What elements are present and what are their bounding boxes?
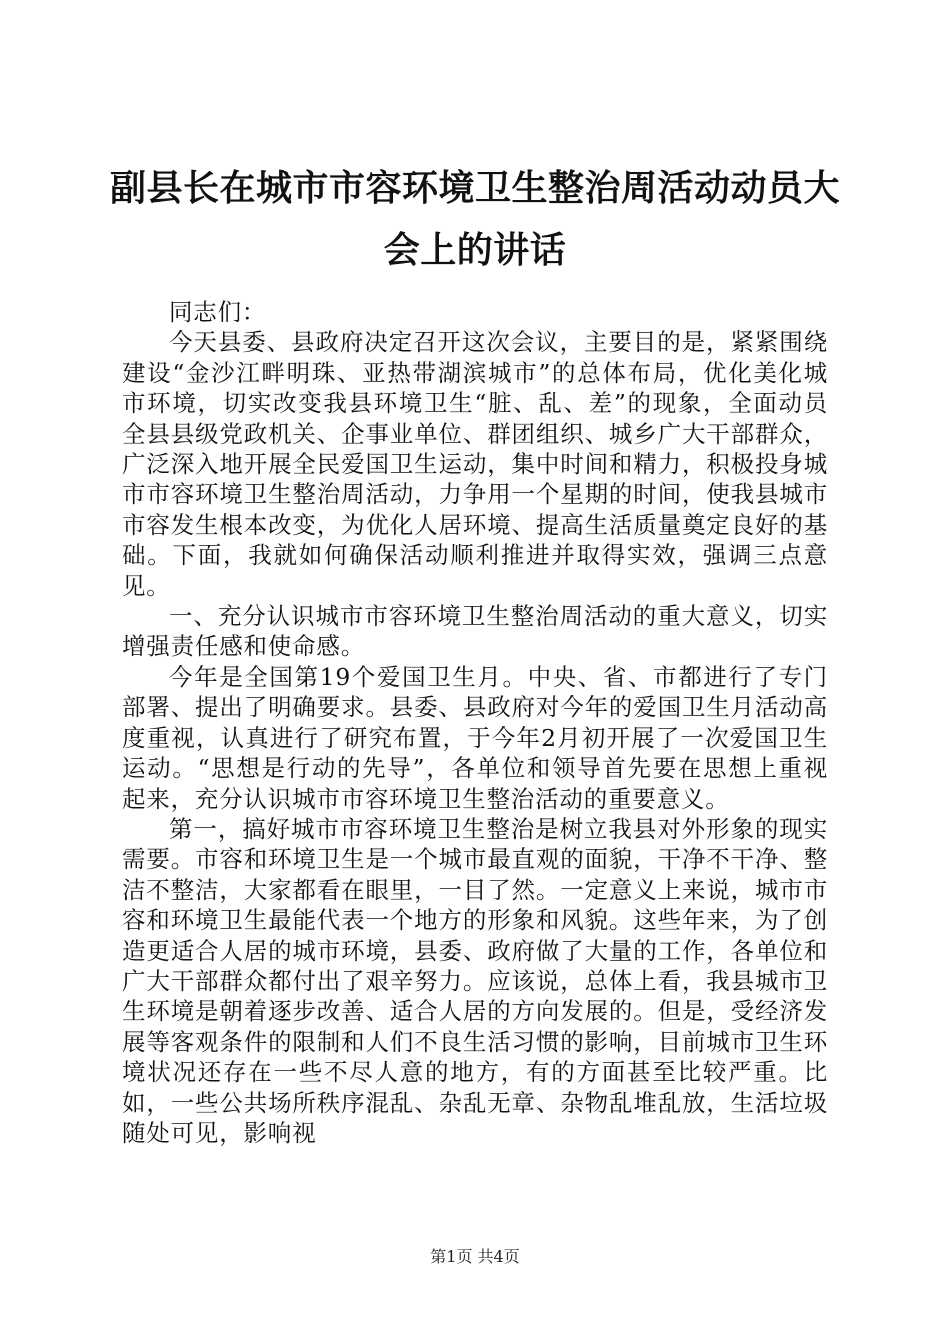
section-heading-1: 一、充分认识城市市容环境卫生整治周活动的重大意义，切实增强责任感和使命感。: [122, 602, 828, 661]
document-body: [122, 297, 828, 1148]
paragraph-patriotic-health-month: 今年是全国第19个爱国卫生月。中央、省、市都进行了专门部署、提出了明确要求。县委、县政府对今年的爱国卫生月活动高度重视，认真进行了研究布置，于今年2月初开展了一次爱国卫生运动。“思想是行动的先导”，各单位和领导首先要在思想上重视起来，充分认识城市市容环境卫生整治活动的重要意义。: [122, 662, 828, 813]
paragraph-intro: 今天县委、县政府决定召开这次会议，主要目的是，紧紧围绕建设“金沙江畔明珠、亚热带湖滨城市”的总体布局，优化美化城市环境，切实改变我县环境卫生“脏、乱、差”的现象，全面动员全县县级党政机关、企事业单位、群团组织、城乡广大干部群众，广泛深入地开展全民爱国卫生运动，集中时间和精力，积极投身城市市容环境卫生整治周活动，力争用一个星期的时间，使我县城市市容发生根本改变，为优化人居环境、提高生活质量奠定良好的基础。下面，我就如何确保活动顺利推进并取得实效，强调三点意见。: [122, 328, 828, 600]
salutation: 同志们：: [169, 298, 267, 326]
paragraph-first-point: 第一，搞好城市市容环境卫生整治是树立我县对外形象的现实需要。市容和环境卫生是一个城市最直观的面貌，干净不干净、整洁不整洁，大家都看在眼里，一目了然。一定意义上来说，城市市容和环境卫生最能代表一个地方的形象和风貌。这些年来，为了创造更适合人居的城市环境，县委、政府做了大量的工作，各单位和广大干部群众都付出了艰辛努力。应该说，总体上看，我县城市卫生环境是朝着逐步改善、适合人居的方向发展的。但是，受经济发展等客观条件的限制和人们不良生活习惯的影响，目前城市卫生环境状况还存在一些不尽人意的地方，有的方面甚至比较严重。比如，一些公共场所秩序混乱、杂乱无章、杂物乱堆乱放，生活垃圾随处可见，影响视: [122, 814, 828, 1147]
document-title: 副县长在城市市容环境卫生整治周活动动员大会上的讲话: [109, 168, 840, 271]
page-footer: 第1页 共4页: [430, 1247, 520, 1266]
